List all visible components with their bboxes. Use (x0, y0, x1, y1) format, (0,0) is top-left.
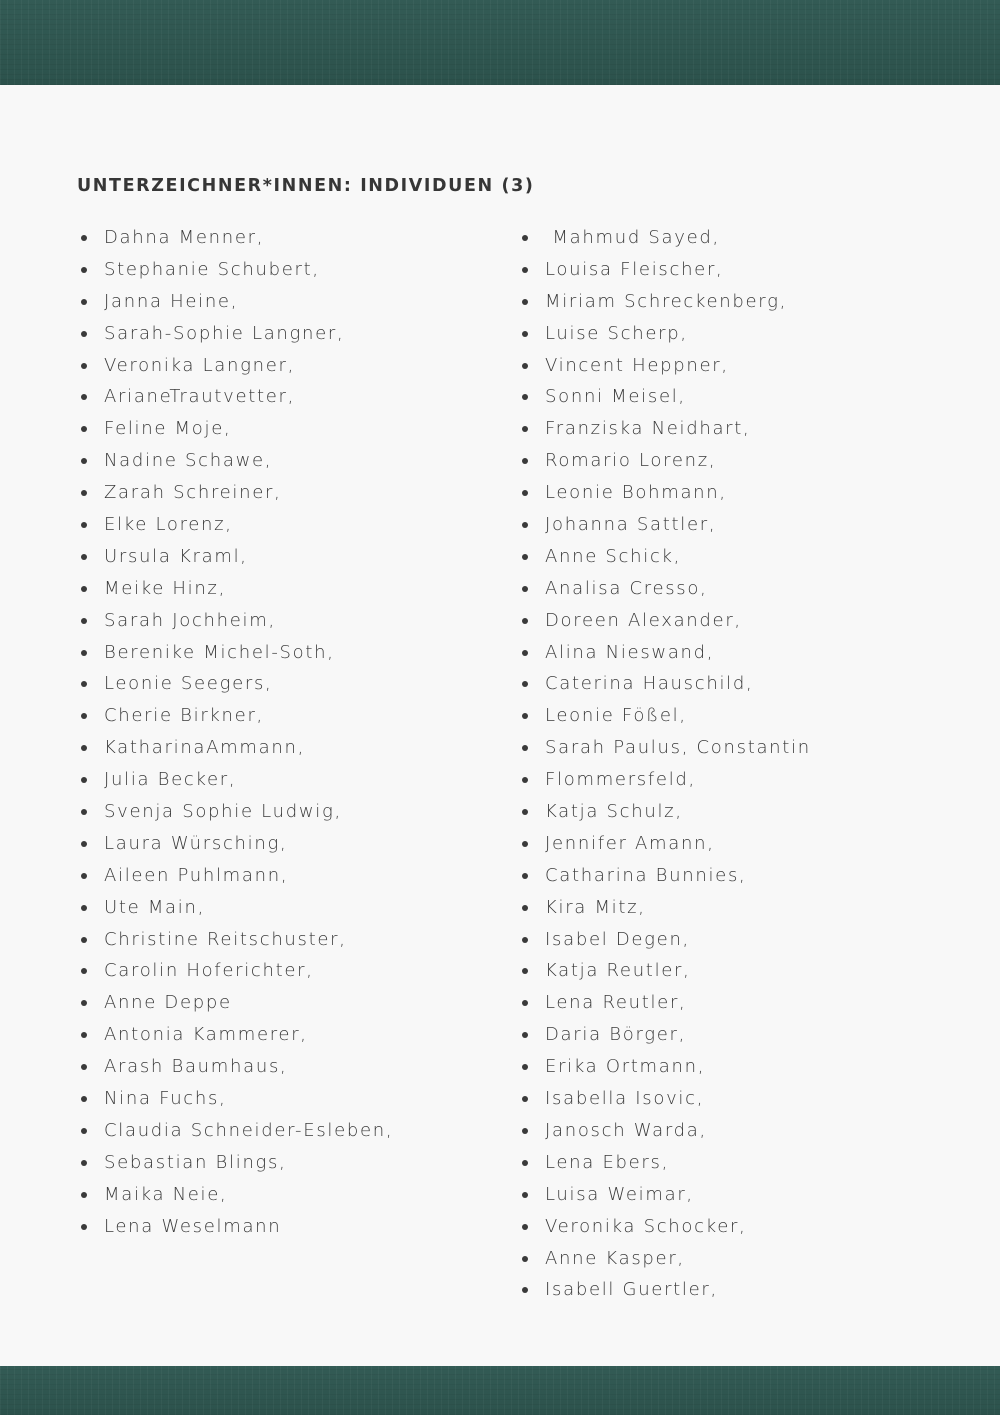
bullet-icon (81, 1064, 87, 1070)
signatory-list-item (81, 987, 501, 1019)
signatory-list-item (522, 1019, 992, 1051)
signatory-list-item (522, 764, 992, 796)
bullet-icon (522, 1000, 528, 1006)
signatory-name: Kira Mitz, (545, 896, 646, 918)
signatory-list-item (81, 286, 501, 318)
bullet-icon (522, 1192, 528, 1198)
signatory-name: Julia Becker, (104, 769, 237, 791)
bullet-icon (522, 905, 528, 911)
signatory-name: Ursula Kraml, (104, 545, 248, 567)
signatory-list-item (81, 318, 501, 350)
signatory-list-item (522, 1243, 992, 1275)
signatory-list-item (522, 924, 992, 956)
signatory-name: Luisa Weimar, (545, 1183, 694, 1205)
signatory-list-item (522, 987, 992, 1019)
signatory-list-item (522, 955, 992, 987)
signatory-list-item (81, 1083, 501, 1115)
signatory-list-item (81, 1211, 501, 1243)
signatory-list-item (522, 509, 992, 541)
signatory-name: Sebastian Blings, (104, 1151, 287, 1173)
signatory-name: Romario Lorenz, (545, 450, 717, 472)
bullet-icon (81, 968, 87, 974)
signatory-name: Ute Main, (104, 896, 206, 918)
bullet-icon (81, 713, 87, 719)
signatory-list-item (522, 318, 992, 350)
signatory-list-item (522, 860, 992, 892)
bullet-icon (81, 1000, 87, 1006)
bullet-icon (81, 618, 87, 624)
signatory-list-item (81, 955, 501, 987)
bottom-decorative-band (0, 1366, 1000, 1415)
signatory-list-item (522, 1274, 992, 1306)
signatory-name: Anne Deppe (104, 992, 232, 1014)
bullet-icon (81, 490, 87, 496)
signatory-name: Veronika Schocker, (545, 1215, 747, 1237)
bullet-icon (522, 490, 528, 496)
signatory-name: Miriam Schreckenberg, (545, 290, 787, 312)
signatory-name: Aileen Puhlmann, (104, 864, 289, 886)
signatory-list-item (522, 796, 992, 828)
signatory-name: Anne Kasper, (545, 1247, 685, 1269)
bullet-icon (81, 937, 87, 943)
signatory-name: Isabell Guertler, (545, 1279, 718, 1301)
bullet-icon (522, 235, 528, 241)
signatory-name: Erika Ortmann, (545, 1056, 706, 1078)
signatory-list-item (522, 1115, 992, 1147)
bullet-icon (81, 650, 87, 656)
signatory-list-item (522, 350, 992, 382)
signatory-list-item (81, 1115, 501, 1147)
signatory-name: Arash Baumhaus, (104, 1056, 288, 1078)
bullet-icon (81, 1192, 87, 1198)
signatory-name: Svenja Sophie Ludwig, (104, 801, 342, 823)
bullet-icon (81, 586, 87, 592)
signatory-list-item (81, 445, 501, 477)
signatory-list-right (522, 222, 992, 1306)
signatory-name: Claudia Schneider-Esleben, (104, 1119, 394, 1141)
bullet-icon (522, 1096, 528, 1102)
signatory-name: Analisa Cresso, (545, 577, 708, 599)
bullet-icon (522, 809, 528, 815)
signatory-list-item (522, 1051, 992, 1083)
signatory-name: Daria Börger, (545, 1024, 687, 1046)
signatory-name: Jennifer Amann, (545, 832, 715, 854)
bullet-icon (81, 1160, 87, 1166)
bullet-icon (522, 1064, 528, 1070)
signatory-name: Luise Scherp, (545, 322, 688, 344)
signatory-name: Dahna Menner, (104, 227, 265, 248)
bullet-icon (81, 809, 87, 815)
bullet-icon (81, 873, 87, 879)
signatory-name: Veronika Langner, (104, 354, 296, 376)
signatory-list-item (81, 1019, 501, 1051)
signatory-list-item (81, 541, 501, 573)
signatory-list-item (522, 413, 992, 445)
signatory-list-item (81, 764, 501, 796)
signatory-name: Sonni Meisel, (545, 386, 686, 408)
bullet-icon (81, 394, 87, 400)
signatory-name: Caterina Hauschild, (545, 673, 754, 695)
bullet-icon (81, 426, 87, 432)
signatory-name: Catharina Bunnies, (545, 864, 747, 886)
signatory-list-item (522, 668, 992, 700)
signatory-list-item (522, 1083, 992, 1115)
signatory-list-item (81, 350, 501, 382)
signatory-list-left (81, 222, 501, 1243)
signatory-name: Flommersfeld, (545, 769, 696, 791)
signatory-name: Nadine Schawe, (104, 450, 273, 472)
signatory-name: Elke Lorenz, (104, 514, 233, 536)
signatory-list-item (81, 796, 501, 828)
signatory-list-item (522, 700, 992, 732)
signatory-list-item (81, 1147, 501, 1179)
bullet-icon (81, 458, 87, 464)
signatory-list-item (81, 413, 501, 445)
signatory-name: Leonie Bohmann, (545, 482, 727, 504)
bullet-icon (522, 554, 528, 560)
signatory-list-item (522, 1179, 992, 1211)
signatory-list-item (81, 509, 501, 541)
bullet-icon (522, 650, 528, 656)
signatory-name: Berenike Michel-Soth, (104, 641, 335, 663)
signatory-list-item (81, 1179, 501, 1211)
signatory-name: Sarah-Sophie Langner, (104, 322, 345, 344)
signatory-name: Johanna Sattler, (545, 514, 717, 536)
signatory-list-item (81, 573, 501, 605)
signatory-name: Janna Heine, (104, 290, 239, 312)
signatory-list-item (522, 732, 992, 764)
signatory-name: Leonie Seegers, (104, 673, 273, 695)
signatory-name: Vincent Heppner, (545, 354, 729, 376)
bullet-icon (522, 1128, 528, 1134)
bullet-icon (522, 394, 528, 400)
bullet-icon (522, 363, 528, 369)
signatory-name: Janosch Warda, (545, 1119, 707, 1141)
bullet-icon (522, 1256, 528, 1262)
bullet-icon (522, 777, 528, 783)
page-heading: UNTERZEICHNER*INNEN: INDIVIDUEN (3) (77, 176, 535, 196)
signatory-list-item (522, 637, 992, 669)
signatory-list-item (81, 637, 501, 669)
signatory-list-item (522, 286, 992, 318)
signatory-name: Isabella Isovic, (545, 1088, 705, 1110)
bullet-icon (522, 873, 528, 879)
signatory-list-item (81, 732, 501, 764)
bullet-icon (81, 331, 87, 337)
signatory-name: Carolin Hoferichter, (104, 960, 314, 982)
signatory-list-item (81, 222, 501, 254)
signatory-name: Franziska Neidhart, (545, 418, 751, 440)
signatory-name: KatharinaAmmann, (104, 737, 306, 759)
signatory-list-item (522, 381, 992, 413)
bullet-icon (522, 968, 528, 974)
bullet-icon (522, 1287, 528, 1293)
bullet-icon (522, 745, 528, 751)
bullet-icon (81, 299, 87, 305)
signatory-list-item (522, 892, 992, 924)
signatory-name: ArianeTrautvetter, (104, 386, 296, 408)
signatory-name: Lena Weselmann (104, 1215, 282, 1237)
signatory-list-item (81, 477, 501, 509)
bullet-icon (522, 522, 528, 528)
bullet-icon (522, 299, 528, 305)
signatory-name: Mahmud Sayed, (545, 227, 720, 248)
signatory-list-item (81, 924, 501, 956)
bullet-icon (522, 1224, 528, 1230)
bullet-icon (81, 1224, 87, 1230)
bullet-icon (81, 522, 87, 528)
signatory-name: Laura Würsching, (104, 832, 288, 854)
signatory-name: Maika Neie, (104, 1183, 228, 1205)
bullet-icon (81, 1096, 87, 1102)
bullet-icon (81, 905, 87, 911)
signatory-list-item (522, 605, 992, 637)
signatory-list-item (522, 1211, 992, 1243)
signatory-list-item (522, 445, 992, 477)
signatory-name: Louisa Fleischer, (545, 258, 724, 280)
signatory-name: Zarah Schreiner, (104, 482, 282, 504)
signatory-list-item (81, 700, 501, 732)
bullet-icon (81, 363, 87, 369)
signatory-name: Cherie Birkner, (104, 705, 264, 727)
signatory-name: Lena Ebers, (545, 1151, 670, 1173)
signatory-name: Sarah Jochheim, (104, 609, 276, 631)
signatory-list-item (522, 1147, 992, 1179)
signatory-list-item (81, 828, 501, 860)
signatory-list-item (522, 828, 992, 860)
bullet-icon (81, 745, 87, 751)
bullet-icon (522, 426, 528, 432)
signatory-list-item (81, 1051, 501, 1083)
signatory-name: Alina Nieswand, (545, 641, 715, 663)
bullet-icon (522, 713, 528, 719)
signatory-name: Nina Fuchs, (104, 1088, 227, 1110)
bullet-icon (81, 841, 87, 847)
bullet-icon (522, 586, 528, 592)
signatory-name: Stephanie Schubert, (104, 258, 320, 280)
bullet-icon (81, 554, 87, 560)
signatory-list-item (81, 605, 501, 637)
signatory-list-item (81, 860, 501, 892)
signatory-name: Isabel Degen, (545, 928, 690, 950)
top-decorative-band (0, 0, 1000, 85)
signatory-name: Doreen Alexander, (545, 609, 742, 631)
bullet-icon (522, 937, 528, 943)
signatory-name: Lena Reutler, (545, 992, 687, 1014)
signatory-list-item (522, 477, 992, 509)
signatory-list-item (522, 254, 992, 286)
bullet-icon (522, 267, 528, 273)
bullet-icon (522, 1032, 528, 1038)
bullet-icon (81, 1032, 87, 1038)
bullet-icon (522, 458, 528, 464)
bullet-icon (81, 267, 87, 273)
signatory-name: Katja Reutler, (545, 960, 691, 982)
signatory-list-item (81, 381, 501, 413)
signatory-list-item (81, 254, 501, 286)
signatory-list-item (522, 222, 992, 254)
signatory-list-item (81, 892, 501, 924)
bullet-icon (81, 1128, 87, 1134)
signatory-name: Leonie Fößel, (545, 705, 687, 727)
signatory-name: Christine Reitschuster, (104, 928, 347, 950)
bullet-icon (81, 235, 87, 241)
signatory-name: Feline Moje, (104, 418, 232, 440)
bullet-icon (81, 777, 87, 783)
signatory-name: Meike Hinz, (104, 577, 226, 599)
signatory-list-item (522, 573, 992, 605)
bullet-icon (522, 681, 528, 687)
signatory-list-item (81, 668, 501, 700)
signatory-name: Sarah Paulus, Constantin (545, 737, 811, 759)
signatory-name: Antonia Kammerer, (104, 1024, 308, 1046)
signatory-name: Anne Schick, (545, 545, 682, 567)
bullet-icon (522, 618, 528, 624)
bullet-icon (81, 681, 87, 687)
bullet-icon (522, 331, 528, 337)
bullet-icon (522, 841, 528, 847)
signatory-list-item (522, 541, 992, 573)
bullet-icon (522, 1160, 528, 1166)
signatory-name: Katja Schulz, (545, 801, 683, 823)
